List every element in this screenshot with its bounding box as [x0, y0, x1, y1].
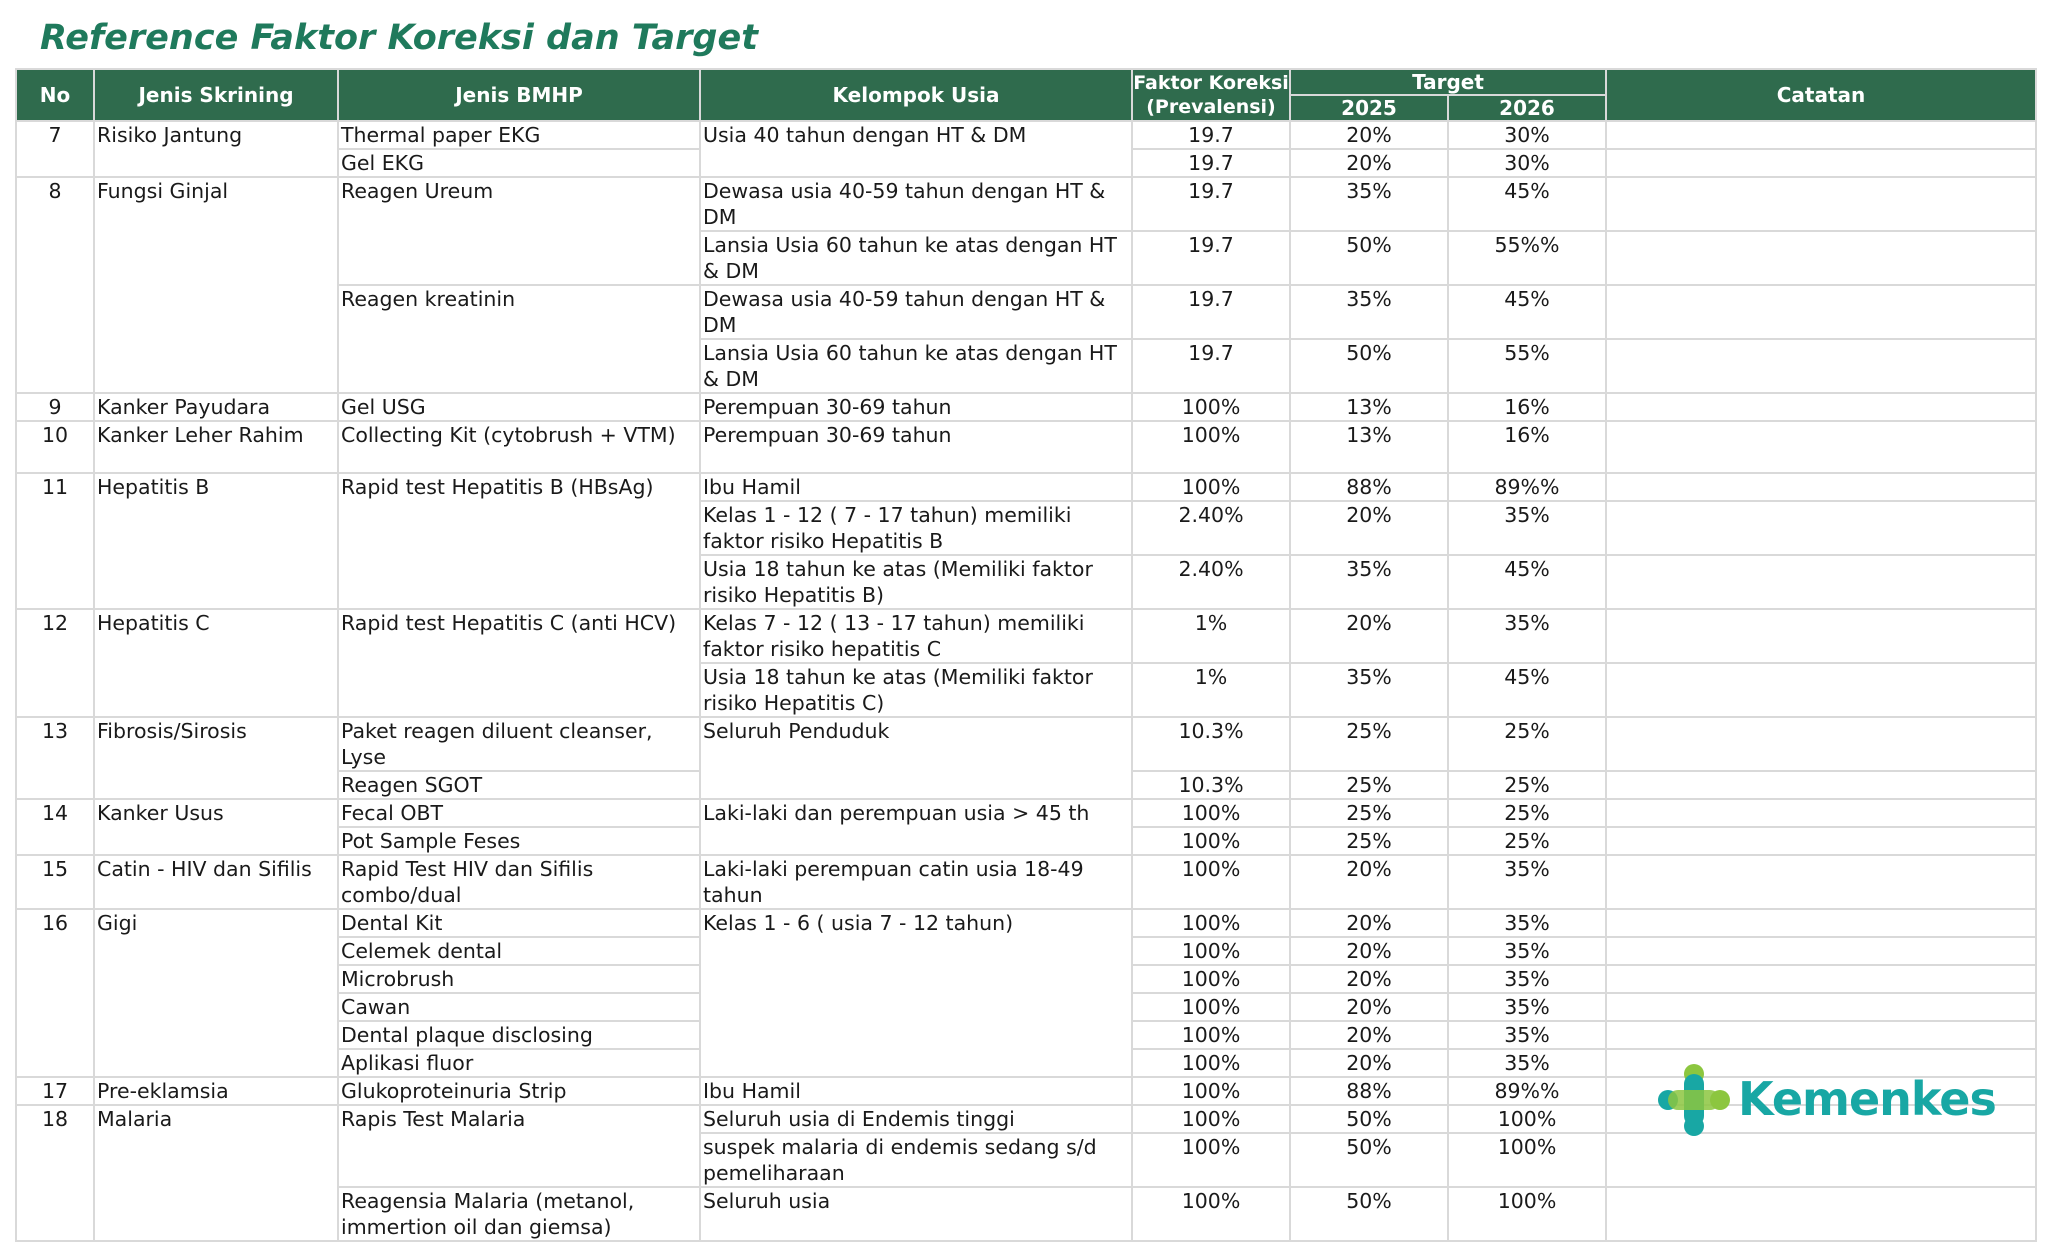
header-2026: 2026: [1448, 95, 1606, 121]
jenis-bmhp-cell: Dental plaque disclosing: [338, 1021, 700, 1049]
target-2026-cell: 25%: [1448, 717, 1606, 771]
row-number: 9: [16, 393, 94, 421]
jenis-skrining-cell: Hepatitis C: [94, 609, 338, 717]
jenis-skrining-cell: Kanker Leher Rahim: [94, 421, 338, 473]
jenis-bmhp-cell: Thermal paper EKG: [338, 121, 700, 149]
faktor-koreksi-cell: 100%: [1132, 1049, 1290, 1077]
jenis-bmhp-cell: Rapid test Hepatitis C (anti HCV): [338, 609, 700, 717]
faktor-koreksi-cell: 19.7: [1132, 231, 1290, 285]
faktor-koreksi-cell: 2.40%: [1132, 501, 1290, 555]
kelompok-usia-cell: Usia 40 tahun dengan HT & DM: [700, 121, 1132, 177]
row-number: 17: [16, 1077, 94, 1105]
table-row: [16, 855, 2036, 909]
kelompok-usia-cell: Seluruh usia di Endemis tinggi: [700, 1105, 1132, 1133]
target-2026-cell: 16%: [1448, 421, 1606, 473]
target-2025-cell: 20%: [1290, 121, 1448, 149]
table-row: [16, 799, 2036, 827]
table-row: [16, 121, 2036, 149]
row-number: 10: [16, 421, 94, 473]
catatan-cell: [1606, 937, 2036, 965]
table-row: [16, 473, 2036, 501]
jenis-skrining-cell: Catin - HIV dan Sifilis: [94, 855, 338, 909]
faktor-koreksi-cell: 19.7: [1132, 339, 1290, 393]
target-2026-cell: 30%: [1448, 149, 1606, 177]
header-faktor-koreksi: Faktor Koreksi (Prevalensi): [1132, 69, 1290, 121]
target-2026-cell: 25%: [1448, 799, 1606, 827]
kelompok-usia-cell: Lansia Usia 60 tahun ke atas dengan HT & DM: [700, 231, 1132, 285]
target-2026-cell: 89%%: [1448, 1077, 1606, 1105]
jenis-bmhp-cell: Reagen SGOT: [338, 771, 700, 799]
catatan-cell: [1606, 473, 2036, 501]
catatan-cell: [1606, 855, 2036, 909]
target-2025-cell: 88%: [1290, 473, 1448, 501]
faktor-koreksi-cell: 100%: [1132, 393, 1290, 421]
kelompok-usia-cell: Kelas 7 - 12 ( 13 - 17 tahun) memiliki faktor risiko hepatitis C: [700, 609, 1132, 663]
header-2025: 2025: [1290, 95, 1448, 121]
target-2025-cell: 20%: [1290, 1021, 1448, 1049]
target-2025-cell: 20%: [1290, 855, 1448, 909]
faktor-koreksi-cell: 1%: [1132, 609, 1290, 663]
table-row: [16, 421, 2036, 473]
jenis-skrining-cell: Kanker Usus: [94, 799, 338, 855]
kelompok-usia-cell: Laki-laki perempuan catin usia 18-49 tahun: [700, 855, 1132, 909]
jenis-skrining-cell: Kanker Payudara: [94, 393, 338, 421]
jenis-bmhp-cell: Reagen kreatinin: [338, 285, 700, 393]
target-2026-cell: 100%: [1448, 1133, 1606, 1187]
catatan-cell: [1606, 555, 2036, 609]
header-jenis-skrining: Jenis Skrining: [94, 69, 338, 121]
target-2025-cell: 25%: [1290, 799, 1448, 827]
jenis-skrining-cell: Hepatitis B: [94, 473, 338, 609]
faktor-koreksi-cell: 100%: [1132, 799, 1290, 827]
row-number: 11: [16, 473, 94, 609]
row-number: 12: [16, 609, 94, 717]
target-2025-cell: 35%: [1290, 663, 1448, 717]
target-2026-cell: 35%: [1448, 609, 1606, 663]
target-2025-cell: 35%: [1290, 555, 1448, 609]
faktor-koreksi-cell: 100%: [1132, 965, 1290, 993]
target-2026-cell: 35%: [1448, 909, 1606, 937]
catatan-cell: [1606, 393, 2036, 421]
target-2025-cell: 20%: [1290, 937, 1448, 965]
jenis-bmhp-cell: Cawan: [338, 993, 700, 1021]
catatan-cell: [1606, 799, 2036, 827]
table-row: [16, 717, 2036, 771]
jenis-bmhp-cell: Rapid Test HIV dan Sifilis combo/dual: [338, 855, 700, 909]
target-2026-cell: 55%%: [1448, 231, 1606, 285]
catatan-cell: [1606, 717, 2036, 771]
table-row: [16, 177, 2036, 231]
target-2026-cell: 45%: [1448, 285, 1606, 339]
target-2026-cell: 45%: [1448, 663, 1606, 717]
target-2026-cell: 25%: [1448, 771, 1606, 799]
target-2026-cell: 89%%: [1448, 473, 1606, 501]
faktor-koreksi-cell: 1%: [1132, 663, 1290, 717]
catatan-cell: [1606, 1021, 2036, 1049]
jenis-bmhp-cell: Reagensia Malaria (metanol, immertion oil dan giemsa): [338, 1187, 700, 1241]
target-2026-cell: 35%: [1448, 855, 1606, 909]
target-2026-cell: 100%: [1448, 1105, 1606, 1133]
target-2025-cell: 25%: [1290, 717, 1448, 771]
target-2026-cell: 16%: [1448, 393, 1606, 421]
target-2025-cell: 50%: [1290, 1187, 1448, 1241]
jenis-bmhp-cell: Aplikasi fluor: [338, 1049, 700, 1077]
kelompok-usia-cell: Dewasa usia 40-59 tahun dengan HT & DM: [700, 177, 1132, 231]
jenis-bmhp-cell: Dental Kit: [338, 909, 700, 937]
catatan-cell: [1606, 609, 2036, 663]
target-2025-cell: 35%: [1290, 177, 1448, 231]
jenis-bmhp-cell: Rapid test Hepatitis B (HBsAg): [338, 473, 700, 609]
table-row: [16, 393, 2036, 421]
faktor-koreksi-cell: 100%: [1132, 937, 1290, 965]
jenis-skrining-cell: Fungsi Ginjal: [94, 177, 338, 393]
faktor-koreksi-cell: 19.7: [1132, 121, 1290, 149]
kelompok-usia-cell: Kelas 1 - 12 ( 7 - 17 tahun) memiliki faktor risiko Hepatitis B: [700, 501, 1132, 555]
header-target: Target: [1290, 69, 1606, 95]
target-2026-cell: 30%: [1448, 121, 1606, 149]
kelompok-usia-cell: Seluruh usia: [700, 1187, 1132, 1241]
jenis-bmhp-cell: Collecting Kit (cytobrush + VTM): [338, 421, 700, 473]
jenis-skrining-cell: Malaria: [94, 1105, 338, 1241]
kelompok-usia-cell: Usia 18 tahun ke atas (Memiliki faktor risiko Hepatitis B): [700, 555, 1132, 609]
row-number: 14: [16, 799, 94, 855]
row-number: 13: [16, 717, 94, 799]
jenis-bmhp-cell: Reagen Ureum: [338, 177, 700, 285]
jenis-bmhp-cell: Paket reagen diluent cleanser, Lyse: [338, 717, 700, 771]
faktor-koreksi-cell: 19.7: [1132, 285, 1290, 339]
kemenkes-logo-text: Kemenkes: [1738, 1072, 1996, 1126]
faktor-koreksi-cell: 100%: [1132, 993, 1290, 1021]
faktor-koreksi-cell: 100%: [1132, 473, 1290, 501]
target-2025-cell: 25%: [1290, 827, 1448, 855]
jenis-bmhp-cell: Glukoproteinuria Strip: [338, 1077, 700, 1105]
catatan-cell: [1606, 909, 2036, 937]
catatan-cell: [1606, 149, 2036, 177]
page-title: Reference Faktor Koreksi dan Target: [40, 18, 758, 58]
faktor-koreksi-cell: 10.3%: [1132, 771, 1290, 799]
header-catatan: Catatan: [1606, 69, 2036, 121]
kemenkes-logo-icon: [1652, 1060, 1736, 1140]
kelompok-usia-cell: Ibu Hamil: [700, 473, 1132, 501]
header-jenis-bmhp: Jenis BMHP: [338, 69, 700, 121]
catatan-cell: [1606, 339, 2036, 393]
kelompok-usia-cell: suspek malaria di endemis sedang s/d pemeliharaan: [700, 1133, 1132, 1187]
faktor-koreksi-cell: 100%: [1132, 1105, 1290, 1133]
target-2025-cell: 20%: [1290, 609, 1448, 663]
faktor-koreksi-cell: 19.7: [1132, 149, 1290, 177]
catatan-cell: [1606, 421, 2036, 473]
row-number: 16: [16, 909, 94, 1077]
jenis-bmhp-cell: Microbrush: [338, 965, 700, 993]
catatan-cell: [1606, 1133, 2036, 1187]
target-2026-cell: 55%: [1448, 339, 1606, 393]
header-kelompok-usia: Kelompok Usia: [700, 69, 1132, 121]
header-no: No: [16, 69, 94, 121]
faktor-koreksi-cell: 100%: [1132, 1187, 1290, 1241]
catatan-cell: [1606, 1187, 2036, 1241]
kemenkes-logo: [1652, 1060, 1996, 1140]
row-number: 15: [16, 855, 94, 909]
target-2025-cell: 13%: [1290, 393, 1448, 421]
table-row: [16, 909, 2036, 937]
target-2025-cell: 20%: [1290, 501, 1448, 555]
target-2025-cell: 50%: [1290, 1105, 1448, 1133]
target-2026-cell: 25%: [1448, 827, 1606, 855]
row-number: 7: [16, 121, 94, 177]
catatan-cell: [1606, 121, 2036, 149]
kelompok-usia-cell: Usia 18 tahun ke atas (Memiliki faktor risiko Hepatitis C): [700, 663, 1132, 717]
target-2026-cell: 45%: [1448, 555, 1606, 609]
faktor-koreksi-cell: 19.7: [1132, 177, 1290, 231]
target-2025-cell: 20%: [1290, 993, 1448, 1021]
faktor-koreksi-cell: 100%: [1132, 909, 1290, 937]
kelompok-usia-cell: Perempuan 30-69 tahun: [700, 421, 1132, 473]
target-2025-cell: 20%: [1290, 965, 1448, 993]
jenis-skrining-cell: Fibrosis/Sirosis: [94, 717, 338, 799]
jenis-skrining-cell: Risiko Jantung: [94, 121, 338, 177]
kelompok-usia-cell: Dewasa usia 40-59 tahun dengan HT & DM: [700, 285, 1132, 339]
catatan-cell: [1606, 993, 2036, 1021]
jenis-bmhp-cell: Gel USG: [338, 393, 700, 421]
catatan-cell: [1606, 771, 2036, 799]
catatan-cell: [1606, 827, 2036, 855]
kelompok-usia-cell: Perempuan 30-69 tahun: [700, 393, 1132, 421]
faktor-koreksi-cell: 100%: [1132, 827, 1290, 855]
target-2025-cell: 50%: [1290, 339, 1448, 393]
jenis-bmhp-cell: Rapis Test Malaria: [338, 1105, 700, 1187]
table-row: [16, 609, 2036, 663]
target-2026-cell: 45%: [1448, 177, 1606, 231]
catatan-cell: [1606, 501, 2036, 555]
target-2025-cell: 20%: [1290, 149, 1448, 177]
target-2025-cell: 50%: [1290, 1133, 1448, 1187]
target-2025-cell: 13%: [1290, 421, 1448, 473]
jenis-bmhp-cell: Gel EKG: [338, 149, 700, 177]
kelompok-usia-cell: Lansia Usia 60 tahun ke atas dengan HT & DM: [700, 339, 1132, 393]
kelompok-usia-cell: Seluruh Penduduk: [700, 717, 1132, 799]
row-number: 8: [16, 177, 94, 393]
faktor-koreksi-cell: 100%: [1132, 855, 1290, 909]
catatan-cell: [1606, 285, 2036, 339]
faktor-koreksi-cell: 100%: [1132, 1021, 1290, 1049]
catatan-cell: [1606, 965, 2036, 993]
target-2025-cell: 50%: [1290, 231, 1448, 285]
catatan-cell: [1606, 663, 2036, 717]
target-2026-cell: 35%: [1448, 965, 1606, 993]
kelompok-usia-cell: Laki-laki dan perempuan usia > 45 th: [700, 799, 1132, 855]
target-2025-cell: 35%: [1290, 285, 1448, 339]
faktor-koreksi-cell: 10.3%: [1132, 717, 1290, 771]
kelompok-usia-cell: Kelas 1 - 6 ( usia 7 - 12 tahun): [700, 909, 1132, 1077]
faktor-koreksi-cell: 2.40%: [1132, 555, 1290, 609]
target-2026-cell: 35%: [1448, 1021, 1606, 1049]
target-2026-cell: 35%: [1448, 993, 1606, 1021]
jenis-bmhp-cell: Celemek dental: [338, 937, 700, 965]
jenis-bmhp-cell: Pot Sample Feses: [338, 827, 700, 855]
target-2026-cell: 35%: [1448, 1049, 1606, 1077]
jenis-skrining-cell: Pre-eklamsia: [94, 1077, 338, 1105]
target-2025-cell: 25%: [1290, 771, 1448, 799]
target-2026-cell: 100%: [1448, 1187, 1606, 1241]
target-2025-cell: 20%: [1290, 1049, 1448, 1077]
catatan-cell: [1606, 231, 2036, 285]
row-number: 18: [16, 1105, 94, 1241]
jenis-skrining-cell: Gigi: [94, 909, 338, 1077]
catatan-cell: [1606, 177, 2036, 231]
faktor-koreksi-cell: 100%: [1132, 1077, 1290, 1105]
target-2025-cell: 88%: [1290, 1077, 1448, 1105]
target-2026-cell: 35%: [1448, 937, 1606, 965]
faktor-koreksi-cell: 100%: [1132, 421, 1290, 473]
target-2025-cell: 20%: [1290, 909, 1448, 937]
kelompok-usia-cell: Ibu Hamil: [700, 1077, 1132, 1105]
target-2026-cell: 35%: [1448, 501, 1606, 555]
jenis-bmhp-cell: Fecal OBT: [338, 799, 700, 827]
faktor-koreksi-cell: 100%: [1132, 1133, 1290, 1187]
